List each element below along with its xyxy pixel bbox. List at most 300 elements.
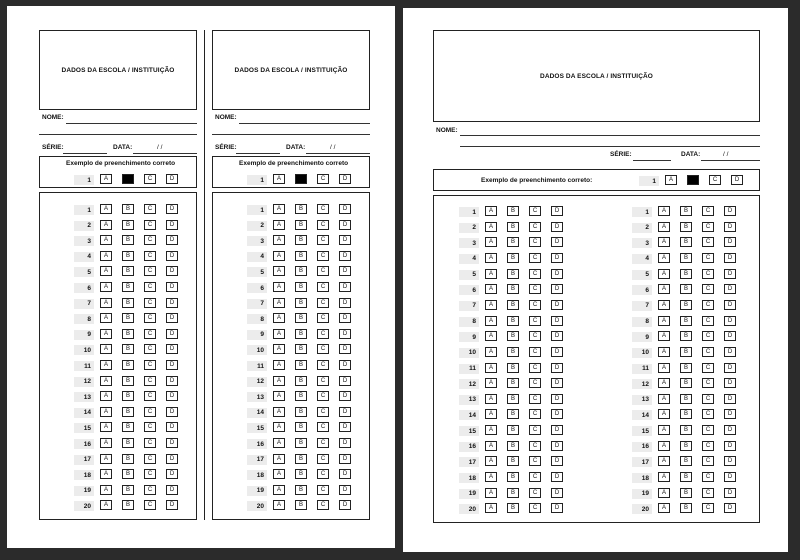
answer-bubble-a[interactable]: A [100, 391, 112, 401]
answer-bubble-a[interactable]: A [658, 409, 670, 419]
answer-bubble-d[interactable]: D [339, 282, 351, 292]
answer-bubble-d[interactable]: D [166, 313, 178, 323]
answer-bubble-b[interactable]: B [122, 266, 134, 276]
answer-bubble-a[interactable]: A [658, 472, 670, 482]
answer-bubble-c[interactable]: C [529, 409, 541, 419]
answer-bubble-b[interactable]: B [122, 282, 134, 292]
answer-bubble-c[interactable]: C [317, 298, 329, 308]
answer-bubble-b[interactable]: B [680, 237, 692, 247]
answer-bubble-d[interactable]: D [724, 503, 736, 513]
answer-bubble-c[interactable]: C [317, 344, 329, 354]
answer-bubble-d[interactable]: D [166, 220, 178, 230]
answer-bubble-d[interactable]: D [551, 363, 563, 373]
answer-bubble-c[interactable]: C [144, 469, 156, 479]
answer-bubble-c[interactable]: C [317, 329, 329, 339]
answer-bubble-c[interactable]: C [317, 500, 329, 510]
answer-bubble-c[interactable]: C [144, 391, 156, 401]
answer-bubble-c[interactable]: C [529, 394, 541, 404]
answer-bubble-a[interactable]: A [100, 469, 112, 479]
answer-bubble-b[interactable]: B [507, 331, 519, 341]
answer-bubble-a[interactable]: A [658, 441, 670, 451]
answer-bubble-d[interactable]: D [724, 331, 736, 341]
answer-bubble-a[interactable]: A [273, 500, 285, 510]
answer-bubble-a[interactable]: A [485, 300, 497, 310]
answer-bubble-b[interactable]: B [507, 363, 519, 373]
answer-bubble-c[interactable]: C [529, 378, 541, 388]
answer-bubble-d[interactable]: D [724, 456, 736, 466]
answer-bubble-a[interactable]: A [485, 378, 497, 388]
answer-bubble-d[interactable]: D [551, 300, 563, 310]
answer-bubble-a[interactable]: A [658, 394, 670, 404]
answer-bubble-d[interactable]: D [166, 251, 178, 261]
answer-bubble-c[interactable]: C [529, 237, 541, 247]
answer-bubble-a[interactable]: A [100, 360, 112, 370]
answer-bubble-d[interactable]: D [724, 300, 736, 310]
answer-bubble-b[interactable]: B [295, 266, 307, 276]
answer-bubble-c[interactable]: C [702, 222, 714, 232]
answer-bubble-c[interactable]: C [529, 347, 541, 357]
answer-bubble-a[interactable]: A [100, 266, 112, 276]
answer-bubble-c[interactable]: C [529, 363, 541, 373]
answer-bubble-b[interactable]: B [295, 329, 307, 339]
answer-bubble-b[interactable]: B [295, 313, 307, 323]
answer-bubble-c[interactable]: C [702, 237, 714, 247]
answer-bubble-a[interactable]: A [100, 329, 112, 339]
answer-bubble-a[interactable]: A [658, 347, 670, 357]
answer-bubble-c[interactable]: C [529, 488, 541, 498]
answer-bubble-b[interactable]: B [507, 237, 519, 247]
answer-bubble-c[interactable]: C [529, 269, 541, 279]
answer-bubble-d[interactable]: D [339, 251, 351, 261]
answer-bubble-c[interactable]: C [529, 331, 541, 341]
answer-bubble-b[interactable]: B [295, 344, 307, 354]
answer-bubble-c[interactable]: C [144, 282, 156, 292]
answer-bubble-c[interactable]: C [529, 503, 541, 513]
answer-bubble-a[interactable]: A [273, 360, 285, 370]
answer-bubble-a[interactable]: A [658, 269, 670, 279]
answer-bubble-d[interactable]: D [724, 472, 736, 482]
answer-bubble-a[interactable]: A [485, 284, 497, 294]
answer-bubble-b[interactable]: B [507, 488, 519, 498]
answer-bubble-d[interactable]: D [724, 441, 736, 451]
answer-bubble-a[interactable]: A [100, 454, 112, 464]
answer-bubble-d[interactable]: D [551, 347, 563, 357]
answer-bubble-b[interactable]: B [507, 284, 519, 294]
answer-bubble-b[interactable]: B [122, 407, 134, 417]
answer-bubble-b[interactable]: B [507, 456, 519, 466]
answer-bubble-c[interactable]: C [702, 331, 714, 341]
answer-bubble-a[interactable]: A [485, 347, 497, 357]
answer-bubble-a[interactable]: A [658, 363, 670, 373]
answer-bubble-a[interactable]: A [100, 376, 112, 386]
answer-bubble-d[interactable]: D [339, 266, 351, 276]
answer-bubble-d[interactable]: D [551, 456, 563, 466]
answer-bubble-a[interactable]: A [273, 344, 285, 354]
answer-bubble-b[interactable]: B [680, 269, 692, 279]
answer-bubble-b[interactable]: B [507, 269, 519, 279]
answer-bubble-d[interactable]: D [724, 284, 736, 294]
answer-bubble-b[interactable]: B [122, 469, 134, 479]
answer-bubble-b[interactable]: B [680, 253, 692, 263]
answer-bubble-d[interactable]: D [551, 206, 563, 216]
answer-bubble-b[interactable]: B [122, 298, 134, 308]
answer-bubble-b[interactable]: B [122, 422, 134, 432]
answer-bubble-c[interactable]: C [317, 235, 329, 245]
answer-bubble-c[interactable]: C [317, 204, 329, 214]
answer-bubble-c[interactable]: C [144, 251, 156, 261]
answer-bubble-d[interactable]: D [339, 422, 351, 432]
answer-bubble-c[interactable]: C [702, 363, 714, 373]
answer-bubble-d[interactable]: D [166, 376, 178, 386]
answer-bubble-c[interactable]: C [317, 407, 329, 417]
answer-bubble-c[interactable]: C [702, 378, 714, 388]
answer-bubble-d[interactable]: D [166, 204, 178, 214]
answer-bubble-b[interactable]: B [680, 222, 692, 232]
answer-bubble-a[interactable]: A [658, 456, 670, 466]
answer-bubble-a[interactable]: A [100, 235, 112, 245]
answer-bubble-a[interactable]: A [100, 407, 112, 417]
answer-bubble-a[interactable]: A [485, 316, 497, 326]
answer-bubble-c[interactable]: C [702, 269, 714, 279]
answer-bubble-a[interactable]: A [273, 407, 285, 417]
answer-bubble-d[interactable]: D [551, 237, 563, 247]
answer-bubble-d[interactable]: D [166, 500, 178, 510]
answer-bubble-b[interactable]: B [507, 441, 519, 451]
answer-bubble-a[interactable]: A [658, 300, 670, 310]
answer-bubble-c[interactable]: C [144, 298, 156, 308]
answer-bubble-a[interactable]: A [485, 206, 497, 216]
answer-bubble-a[interactable]: A [273, 313, 285, 323]
answer-bubble-b[interactable]: B [680, 409, 692, 419]
answer-bubble-a[interactable]: A [273, 298, 285, 308]
answer-bubble-d[interactable]: D [166, 391, 178, 401]
answer-bubble-b[interactable]: B [295, 485, 307, 495]
answer-bubble-a[interactable]: A [273, 391, 285, 401]
answer-bubble-a[interactable]: A [485, 394, 497, 404]
answer-bubble-c[interactable]: C [702, 425, 714, 435]
answer-bubble-d[interactable]: D [724, 363, 736, 373]
answer-bubble-b[interactable]: B [507, 378, 519, 388]
answer-bubble-c[interactable]: C [317, 391, 329, 401]
answer-bubble-d[interactable]: D [166, 298, 178, 308]
answer-bubble-b[interactable]: B [295, 376, 307, 386]
answer-bubble-c[interactable]: C [529, 425, 541, 435]
answer-bubble-d[interactable]: D [339, 485, 351, 495]
answer-bubble-b[interactable]: B [507, 409, 519, 419]
answer-bubble-c[interactable]: C [702, 206, 714, 216]
answer-bubble-b[interactable]: B [507, 300, 519, 310]
answer-bubble-a[interactable]: A [273, 251, 285, 261]
answer-bubble-d[interactable]: D [551, 253, 563, 263]
answer-bubble-b[interactable]: B [295, 235, 307, 245]
answer-bubble-b[interactable]: B [680, 316, 692, 326]
answer-bubble-d[interactable]: D [551, 222, 563, 232]
answer-bubble-d[interactable]: D [551, 425, 563, 435]
answer-bubble-d[interactable]: D [166, 454, 178, 464]
answer-bubble-d[interactable]: D [166, 329, 178, 339]
answer-bubble-a[interactable]: A [658, 503, 670, 513]
answer-bubble-a[interactable]: A [273, 204, 285, 214]
answer-bubble-a[interactable]: A [100, 422, 112, 432]
answer-bubble-a[interactable]: A [273, 329, 285, 339]
answer-bubble-a[interactable]: A [100, 282, 112, 292]
answer-bubble-c[interactable]: C [144, 500, 156, 510]
answer-bubble-c[interactable]: C [144, 266, 156, 276]
answer-bubble-c[interactable]: C [144, 313, 156, 323]
answer-bubble-a[interactable]: A [485, 237, 497, 247]
answer-bubble-a[interactable]: A [273, 282, 285, 292]
answer-bubble-c[interactable]: C [702, 316, 714, 326]
answer-bubble-d[interactable]: D [551, 316, 563, 326]
answer-bubble-d[interactable]: D [724, 488, 736, 498]
answer-bubble-c[interactable]: C [144, 220, 156, 230]
answer-bubble-b[interactable]: B [680, 363, 692, 373]
answer-bubble-a[interactable]: A [485, 503, 497, 513]
answer-bubble-d[interactable]: D [551, 441, 563, 451]
answer-bubble-b[interactable]: B [295, 422, 307, 432]
answer-bubble-d[interactable]: D [551, 488, 563, 498]
answer-bubble-a[interactable]: A [485, 409, 497, 419]
answer-bubble-a[interactable]: A [100, 220, 112, 230]
answer-bubble-a[interactable]: A [100, 313, 112, 323]
answer-bubble-a[interactable]: A [658, 222, 670, 232]
answer-bubble-a[interactable]: A [658, 253, 670, 263]
answer-bubble-b[interactable]: B [122, 220, 134, 230]
answer-bubble-d[interactable]: D [551, 472, 563, 482]
answer-bubble-b[interactable]: B [680, 331, 692, 341]
answer-bubble-d[interactable]: D [724, 425, 736, 435]
answer-bubble-a[interactable]: A [658, 237, 670, 247]
answer-bubble-b[interactable]: B [680, 206, 692, 216]
answer-bubble-d[interactable]: D [551, 503, 563, 513]
answer-bubble-b[interactable]: B [295, 438, 307, 448]
answer-bubble-a[interactable]: A [273, 485, 285, 495]
answer-bubble-c[interactable]: C [317, 266, 329, 276]
answer-bubble-d[interactable]: D [339, 454, 351, 464]
answer-bubble-d[interactable]: D [339, 204, 351, 214]
answer-bubble-a[interactable]: A [273, 454, 285, 464]
answer-bubble-c[interactable]: C [702, 253, 714, 263]
answer-bubble-c[interactable]: C [144, 422, 156, 432]
answer-bubble-b[interactable]: B [295, 204, 307, 214]
answer-bubble-b[interactable]: B [507, 472, 519, 482]
answer-bubble-d[interactable]: D [724, 237, 736, 247]
answer-bubble-d[interactable]: D [166, 360, 178, 370]
answer-bubble-d[interactable]: D [724, 409, 736, 419]
answer-bubble-d[interactable]: D [166, 344, 178, 354]
answer-bubble-b[interactable]: B [295, 251, 307, 261]
answer-bubble-c[interactable]: C [317, 360, 329, 370]
answer-bubble-d[interactable]: D [166, 266, 178, 276]
answer-bubble-c[interactable]: C [529, 222, 541, 232]
answer-bubble-c[interactable]: C [529, 300, 541, 310]
answer-bubble-b[interactable]: B [122, 313, 134, 323]
answer-bubble-b[interactable]: B [122, 454, 134, 464]
answer-bubble-d[interactable]: D [166, 469, 178, 479]
answer-bubble-d[interactable]: D [339, 360, 351, 370]
answer-bubble-a[interactable]: A [273, 438, 285, 448]
answer-bubble-d[interactable]: D [339, 298, 351, 308]
answer-bubble-b[interactable]: B [122, 329, 134, 339]
answer-bubble-a[interactable]: A [485, 425, 497, 435]
answer-bubble-a[interactable]: A [658, 206, 670, 216]
answer-bubble-c[interactable]: C [144, 454, 156, 464]
answer-bubble-c[interactable]: C [702, 409, 714, 419]
answer-bubble-a[interactable]: A [485, 331, 497, 341]
answer-bubble-d[interactable]: D [551, 378, 563, 388]
answer-bubble-a[interactable]: A [273, 220, 285, 230]
answer-bubble-a[interactable]: A [485, 441, 497, 451]
answer-bubble-b[interactable]: B [507, 347, 519, 357]
answer-bubble-b[interactable]: B [122, 251, 134, 261]
answer-bubble-d[interactable]: D [724, 253, 736, 263]
answer-bubble-d[interactable]: D [724, 269, 736, 279]
answer-bubble-c[interactable]: C [317, 438, 329, 448]
answer-bubble-c[interactable]: C [702, 456, 714, 466]
answer-bubble-b[interactable]: B [122, 360, 134, 370]
answer-bubble-a[interactable]: A [658, 425, 670, 435]
answer-bubble-c[interactable]: C [144, 360, 156, 370]
answer-bubble-b[interactable]: B [295, 282, 307, 292]
answer-bubble-c[interactable]: C [317, 485, 329, 495]
answer-bubble-c[interactable]: C [144, 235, 156, 245]
answer-bubble-c[interactable]: C [702, 488, 714, 498]
answer-bubble-b[interactable]: B [680, 472, 692, 482]
answer-bubble-c[interactable]: C [317, 422, 329, 432]
answer-bubble-b[interactable]: B [122, 235, 134, 245]
answer-bubble-b[interactable]: B [507, 316, 519, 326]
answer-bubble-d[interactable]: D [166, 235, 178, 245]
answer-bubble-d[interactable]: D [724, 206, 736, 216]
answer-bubble-a[interactable]: A [485, 456, 497, 466]
answer-bubble-a[interactable]: A [658, 488, 670, 498]
answer-bubble-c[interactable]: C [529, 206, 541, 216]
answer-bubble-b[interactable]: B [680, 378, 692, 388]
answer-bubble-c[interactable]: C [144, 329, 156, 339]
answer-bubble-a[interactable]: A [658, 331, 670, 341]
answer-bubble-d[interactable]: D [339, 438, 351, 448]
answer-bubble-b[interactable]: B [295, 360, 307, 370]
answer-bubble-b[interactable]: B [680, 503, 692, 513]
answer-bubble-a[interactable]: A [273, 235, 285, 245]
answer-bubble-c[interactable]: C [529, 456, 541, 466]
answer-bubble-b[interactable]: B [295, 500, 307, 510]
answer-bubble-b[interactable]: B [507, 206, 519, 216]
answer-bubble-c[interactable]: C [529, 253, 541, 263]
answer-bubble-b[interactable]: B [295, 298, 307, 308]
answer-bubble-b[interactable]: B [680, 300, 692, 310]
answer-bubble-c[interactable]: C [144, 344, 156, 354]
answer-bubble-b[interactable]: B [295, 469, 307, 479]
answer-bubble-c[interactable]: C [702, 394, 714, 404]
answer-bubble-b[interactable]: B [507, 425, 519, 435]
answer-bubble-b[interactable]: B [122, 376, 134, 386]
answer-bubble-a[interactable]: A [485, 472, 497, 482]
answer-bubble-c[interactable]: C [144, 407, 156, 417]
answer-bubble-b[interactable]: B [507, 222, 519, 232]
answer-bubble-a[interactable]: A [100, 298, 112, 308]
answer-bubble-d[interactable]: D [551, 331, 563, 341]
answer-bubble-c[interactable]: C [317, 282, 329, 292]
answer-bubble-b[interactable]: B [295, 391, 307, 401]
answer-bubble-d[interactable]: D [339, 407, 351, 417]
answer-bubble-d[interactable]: D [551, 409, 563, 419]
answer-bubble-c[interactable]: C [529, 441, 541, 451]
answer-bubble-b[interactable]: B [680, 488, 692, 498]
answer-bubble-c[interactable]: C [144, 485, 156, 495]
answer-bubble-a[interactable]: A [100, 204, 112, 214]
answer-bubble-c[interactable]: C [702, 300, 714, 310]
answer-bubble-c[interactable]: C [529, 284, 541, 294]
answer-bubble-d[interactable]: D [339, 469, 351, 479]
answer-bubble-b[interactable]: B [680, 347, 692, 357]
answer-bubble-a[interactable]: A [485, 222, 497, 232]
answer-bubble-c[interactable]: C [702, 441, 714, 451]
answer-bubble-b[interactable]: B [295, 407, 307, 417]
answer-bubble-d[interactable]: D [166, 407, 178, 417]
answer-bubble-a[interactable]: A [273, 469, 285, 479]
answer-bubble-a[interactable]: A [273, 422, 285, 432]
answer-bubble-b[interactable]: B [680, 394, 692, 404]
answer-bubble-a[interactable]: A [658, 316, 670, 326]
answer-bubble-b[interactable]: B [507, 394, 519, 404]
answer-bubble-a[interactable]: A [100, 251, 112, 261]
answer-bubble-b[interactable]: B [122, 204, 134, 214]
answer-bubble-d[interactable]: D [724, 378, 736, 388]
answer-bubble-a[interactable]: A [273, 376, 285, 386]
answer-bubble-a[interactable]: A [485, 253, 497, 263]
answer-bubble-b[interactable]: B [680, 441, 692, 451]
answer-bubble-c[interactable]: C [317, 376, 329, 386]
answer-bubble-a[interactable]: A [100, 485, 112, 495]
answer-bubble-a[interactable]: A [485, 269, 497, 279]
answer-bubble-c[interactable]: C [529, 472, 541, 482]
answer-bubble-b[interactable]: B [680, 456, 692, 466]
answer-bubble-b[interactable]: B [122, 391, 134, 401]
answer-bubble-c[interactable]: C [144, 204, 156, 214]
answer-bubble-c[interactable]: C [317, 313, 329, 323]
answer-bubble-d[interactable]: D [339, 235, 351, 245]
answer-bubble-a[interactable]: A [273, 266, 285, 276]
answer-bubble-c[interactable]: C [702, 503, 714, 513]
answer-bubble-c[interactable]: C [144, 438, 156, 448]
answer-bubble-c[interactable]: C [317, 220, 329, 230]
answer-bubble-c[interactable]: C [317, 469, 329, 479]
answer-bubble-d[interactable]: D [724, 316, 736, 326]
answer-bubble-a[interactable]: A [100, 500, 112, 510]
answer-bubble-b[interactable]: B [680, 425, 692, 435]
answer-bubble-d[interactable]: D [166, 485, 178, 495]
answer-bubble-b[interactable]: B [295, 220, 307, 230]
answer-bubble-c[interactable]: C [317, 454, 329, 464]
answer-bubble-d[interactable]: D [551, 269, 563, 279]
answer-bubble-c[interactable]: C [144, 376, 156, 386]
answer-bubble-a[interactable]: A [100, 344, 112, 354]
answer-bubble-b[interactable]: B [122, 500, 134, 510]
answer-bubble-d[interactable]: D [339, 220, 351, 230]
answer-bubble-d[interactable]: D [551, 284, 563, 294]
answer-bubble-a[interactable]: A [658, 284, 670, 294]
answer-bubble-a[interactable]: A [485, 363, 497, 373]
answer-bubble-c[interactable]: C [702, 347, 714, 357]
answer-bubble-d[interactable]: D [166, 422, 178, 432]
answer-bubble-c[interactable]: C [529, 316, 541, 326]
answer-bubble-b[interactable]: B [295, 454, 307, 464]
answer-bubble-d[interactable]: D [339, 313, 351, 323]
answer-bubble-b[interactable]: B [122, 438, 134, 448]
answer-bubble-a[interactable]: A [100, 438, 112, 448]
answer-bubble-d[interactable]: D [551, 394, 563, 404]
